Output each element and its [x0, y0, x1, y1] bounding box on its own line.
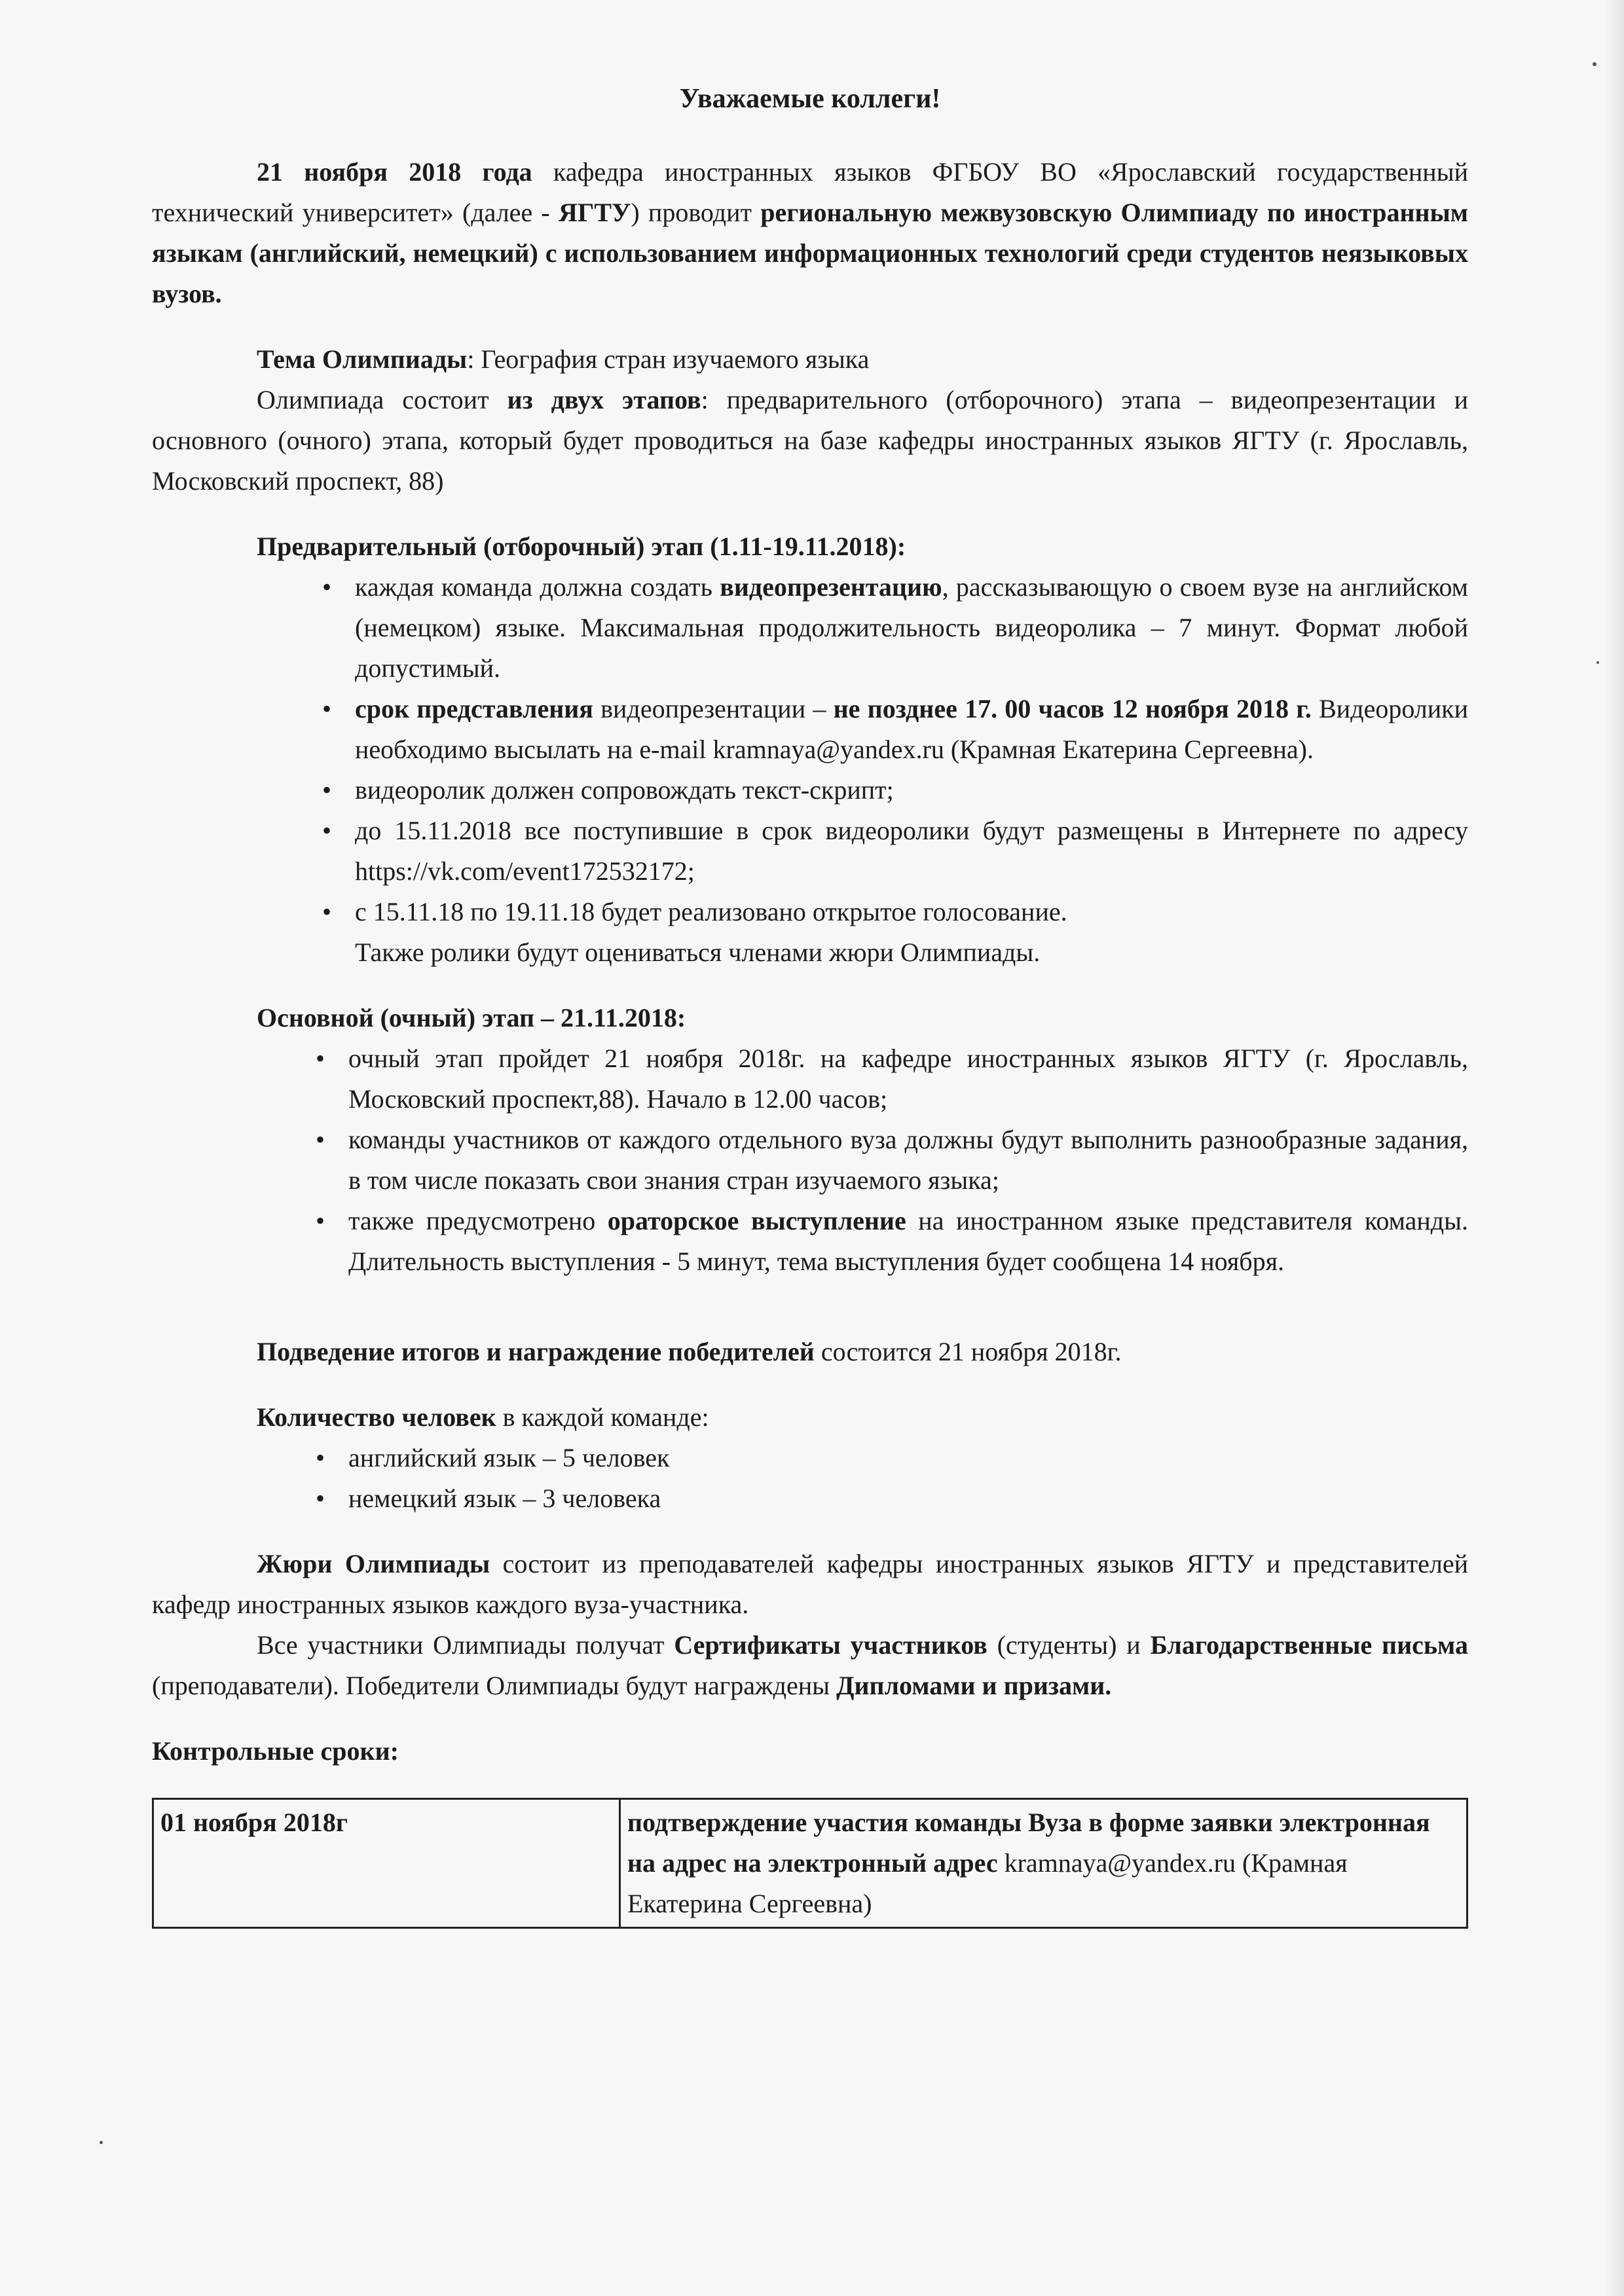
theme-label: Тема Олимпиады	[257, 344, 468, 374]
scan-speck	[1593, 62, 1596, 66]
prelim-item-1-text-2: , рассказывающую о своем вузе на английском (немецком) языке. Максимальная продолжительность видеоролика – 7 минут. Формат любой допустимый.	[355, 572, 1468, 683]
main-item-3-bold: ораторское выступление	[607, 1206, 906, 1235]
results-text: состоится 21 ноября 2018г.	[814, 1337, 1122, 1366]
prelim-item-2-deadline: не позднее 17. 00 часов 12 ноября 2018 г.	[833, 694, 1312, 723]
intro-paragraph	[152, 152, 1468, 314]
prelim-item-2-text-2: Видеоролики необходимо высылать на e-mail kramnaya@yandex.ru (Крамная Екатерина Сергеевна).	[355, 694, 1468, 764]
awards-text-1: Все участники Олимпиады получат	[257, 1630, 674, 1660]
prelim-item-2-text: видеопрезентации –	[593, 694, 834, 723]
intro-org: ЯГТУ	[558, 198, 631, 227]
list-item	[355, 689, 1468, 770]
prelim-list	[152, 567, 1468, 973]
list-item: • видеоролик должен сопровождать текст-скрипт;	[355, 770, 1468, 811]
scan-speck	[1596, 661, 1599, 664]
main-item-3-text: также предусмотрено	[348, 1206, 608, 1235]
deadline-desc-text: kramnaya@yandex.ru (Крамная Екатерина Сергеевна)	[627, 1848, 1348, 1918]
awards-paragraph	[152, 1625, 1468, 1706]
awards-certificates: Сертификаты участников	[674, 1630, 987, 1660]
letter-title: Уважаемые коллеги!	[679, 84, 941, 114]
intro-text-2: ) проводит	[631, 198, 761, 227]
results-bold: Подведение итогов и награждение победителей	[257, 1337, 815, 1366]
deadlines-heading: Контрольные сроки:	[152, 1736, 399, 1766]
main-item-3-text-2: на иностранном языке представителя команды. Длительность выступления - 5 минут, тема выступления будет сообщена 14 ноября.	[348, 1206, 1469, 1276]
jury-paragraph	[152, 1544, 1468, 1625]
list-item	[355, 567, 1468, 689]
awards-text-3: (преподаватели). Победители Олимпиады будут награждены	[152, 1671, 836, 1700]
scan-edge-shadow	[1604, 0, 1624, 2296]
deadline-date: 01 ноября 2018г	[153, 1799, 620, 1928]
team-list	[152, 1438, 1468, 1519]
team-bold: Количество человек	[257, 1402, 496, 1432]
theme-line	[152, 339, 1468, 380]
prelim-item-1-bold: видеопрезентацию	[720, 572, 942, 602]
scan-speck	[100, 2141, 103, 2144]
deadline-description	[620, 1799, 1467, 1928]
jury-text: состоит из преподавателей кафедры иностранных языков ЯГТУ и представителей кафедр иностранных языков каждого вуза-участника.	[152, 1549, 1468, 1619]
stages-text-1: Олимпиада состоит	[257, 385, 507, 414]
prelim-item-5-note: Также ролики будут оцениваться членами жюри Олимпиады.	[355, 938, 1041, 967]
awards-diplomas: Дипломами и призами.	[836, 1671, 1112, 1700]
list-item: • команды участников от каждого отдельного вуза должны будут выполнить разнообразные задания, в том числе показать свои знания стран изучаемого языка;	[348, 1120, 1468, 1201]
stages-paragraph	[152, 380, 1468, 501]
stages-text-2: : предварительного (отборочного) этапа – видеопрезентации и основного (очного) этапа, который будет проводиться на базе кафедры иностранных языков ЯГТУ (г. Ярославль, Московский проспект, 88)	[152, 385, 1469, 496]
prelim-item-5-text: с 15.11.18 по 19.11.18 будет реализовано открытое голосование.	[355, 897, 1067, 926]
list-item: • до 15.11.2018 все поступившие в срок видеоролики будут размещены в Интернете по адресу https://vk.com/event172532172;	[355, 811, 1468, 892]
results-line	[152, 1332, 1468, 1372]
list-item	[348, 1201, 1468, 1282]
list-item: • английский язык – 5 человек	[348, 1438, 1468, 1478]
deadline-desc-bold: подтверждение участия команды Вуза в форме заявки электронная на адрес на электронный адрес	[627, 1808, 1430, 1878]
list-item: • очный этап пройдет 21 ноября 2018г. на кафедре иностранных языков ЯГТУ (г. Ярославль, Московский проспект,88). Начало в 12.00 часов;	[348, 1038, 1468, 1120]
intro-date: 21 ноября 2018 года	[257, 157, 532, 187]
theme-value: : География стран изучаемого языка	[467, 344, 870, 374]
main-stage-heading: Основной (очный) этап – 21.11.2018:	[257, 1003, 686, 1032]
intro-olympiad: региональную межвузовскую Олимпиаду по иностранным языкам (английский, немецкий) с использованием информационных технологий среди студентов неязыковых вузов.	[152, 198, 1469, 308]
awards-text-2: (студенты) и	[987, 1630, 1151, 1660]
prelim-heading: Предварительный (отборочный) этап (1.11-19.11.2018):	[257, 532, 906, 561]
list-item: • немецкий язык – 3 человека	[348, 1478, 1468, 1519]
deadlines-table	[152, 1798, 1468, 1929]
main-stage-list	[152, 1038, 1468, 1282]
team-line	[152, 1397, 1468, 1438]
prelim-item-2-bold: срок представления	[355, 694, 593, 723]
jury-bold: Жюри Олимпиады	[257, 1549, 490, 1578]
list-item	[355, 892, 1468, 973]
stages-bold: из двух этапов	[507, 385, 701, 414]
intro-text-1: кафедра иностранных языков ФГБОУ ВО «Ярославский государственный технический университет» (далее -	[152, 157, 1468, 227]
table-row	[153, 1799, 1467, 1928]
letter-page	[152, 79, 1468, 1929]
team-text: в каждой команде:	[496, 1402, 709, 1432]
awards-letters: Благодарственные письма	[1150, 1630, 1469, 1660]
prelim-item-1-text: каждая команда должна создать	[355, 572, 720, 602]
